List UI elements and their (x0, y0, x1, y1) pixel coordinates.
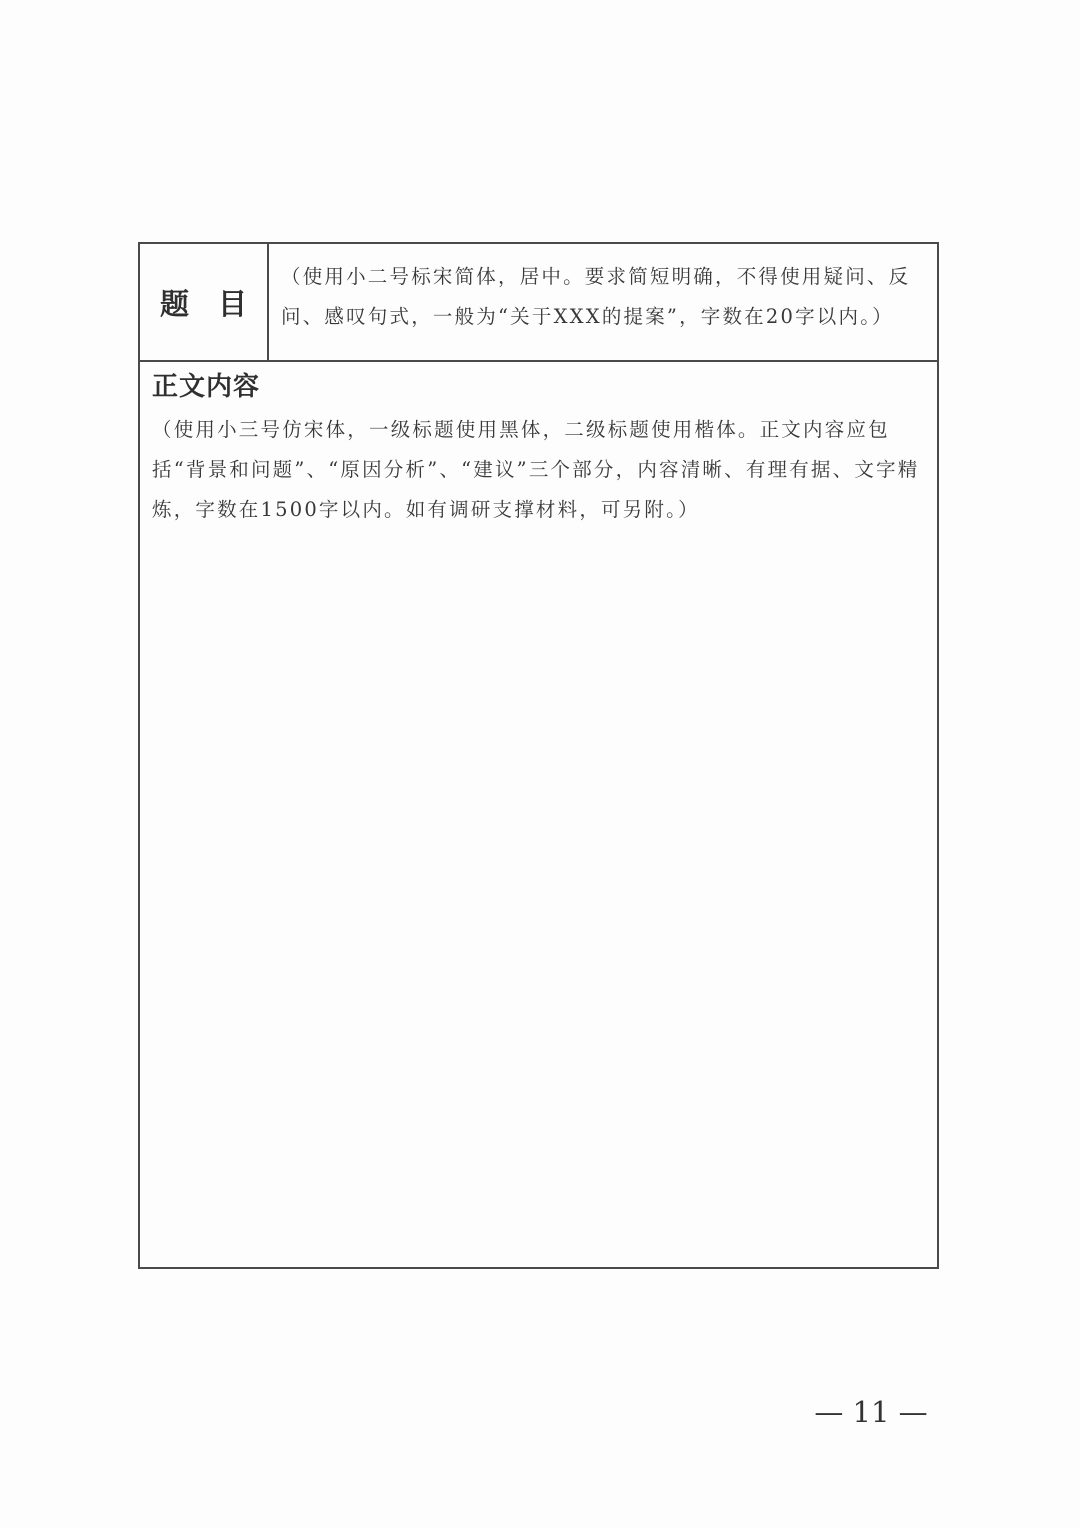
proposal-form-table (138, 242, 939, 1269)
body-content-cell (140, 362, 937, 1267)
title-instruction: （使用小二号标宋简体，居中。要求简短明确，不得使用疑问、反问、感叹句式，一般为“关于XXX的提案”，字数在20字以内。） (281, 265, 911, 328)
title-label-cell (140, 244, 276, 360)
body-heading: 正文内容 (152, 372, 261, 402)
body-instruction: （使用小三号仿宋体，一级标题使用黑体，二级标题使用楷体。正文内容应包括“背景和问题”、“原因分析”、“建议”三个部分，内容清晰、有理有据、文字精炼，字数在1500字以内。如有调研支撑材料，可另附。） (152, 418, 920, 521)
title-instruction-cell (269, 244, 937, 360)
page-number: — 11 — (814, 1395, 928, 1429)
title-row (140, 244, 937, 362)
title-label: 题目 (159, 286, 276, 321)
